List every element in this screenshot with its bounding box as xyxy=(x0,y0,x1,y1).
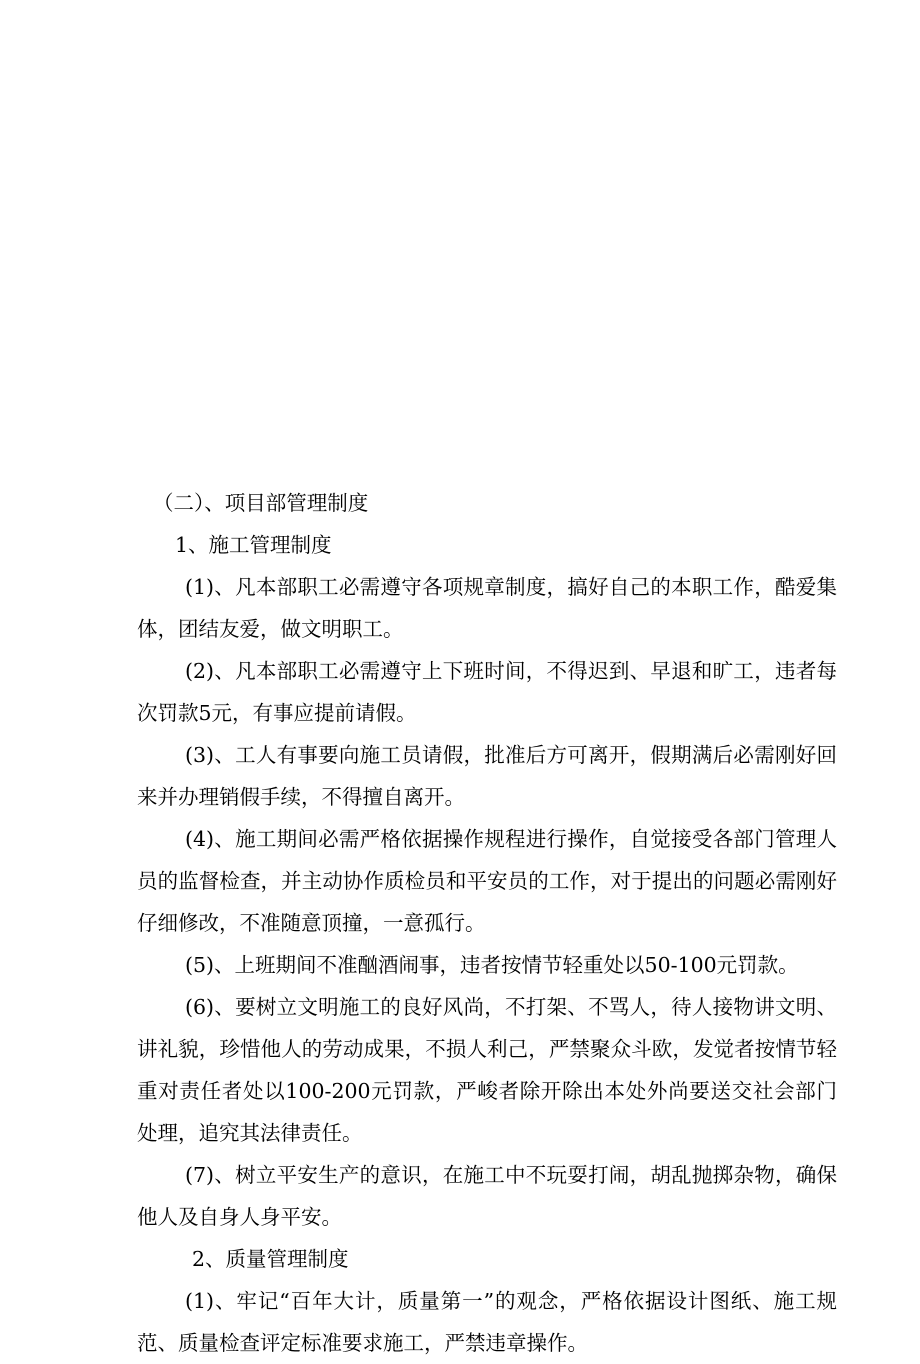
section-title: （二）、项目部管理制度 xyxy=(153,491,369,515)
rule-paragraph: (2)、凡本部职工必需遵守上下班时间，不得迟到、早退和旷工，违者每次罚款5元，有事应提前请假。 xyxy=(137,659,837,725)
subsection-title-quality: 2、质量管理制度 xyxy=(192,1247,349,1271)
rule-paragraph: (1)、牢记“百年大计，质量第一”的观念，严格依据设计图纸、施工规范、质量检查评定标准要求施工，严禁违章操作。 xyxy=(137,1289,837,1355)
rule-paragraph: (7)、树立平安生产的意识，在施工中不玩耍打闹，胡乱抛掷杂物，确保他人及自身人身平安。 xyxy=(137,1163,837,1229)
rule-paragraph: (1)、凡本部职工必需遵守各项规章制度，搞好自己的本职工作，酷爱集体，团结友爱，做文明职工。 xyxy=(137,575,837,641)
subsection-title-construction: 1、施工管理制度 xyxy=(175,533,332,557)
document-body xyxy=(137,482,837,1364)
rule-paragraph: (3)、工人有事要向施工员请假，批准后方可离开，假期满后必需刚好回来并办理销假手续，不得擅自离开。 xyxy=(137,743,837,809)
rule-paragraph: (5)、上班期间不准酗酒闹事，违者按情节轻重处以50-100元罚款。 xyxy=(185,953,799,977)
rule-paragraph: (6)、要树立文明施工的良好风尚，不打架、不骂人，待人接物讲文明、讲礼貌，珍惜他人的劳动成果，不损人利己，严禁聚众斗欧，发觉者按情节轻重对责任者处以100-200元罚款，严峻者除开除出本处外尚要送交社会部门处理，追究其法律责任。 xyxy=(137,995,837,1145)
rule-paragraph: (4)、施工期间必需严格依据操作规程进行操作，自觉接受各部门管理人员的监督检查，并主动协作质检员和平安员的工作，对于提出的问题必需刚好仔细修改，不准随意顶撞，一意孤行。 xyxy=(137,827,837,935)
